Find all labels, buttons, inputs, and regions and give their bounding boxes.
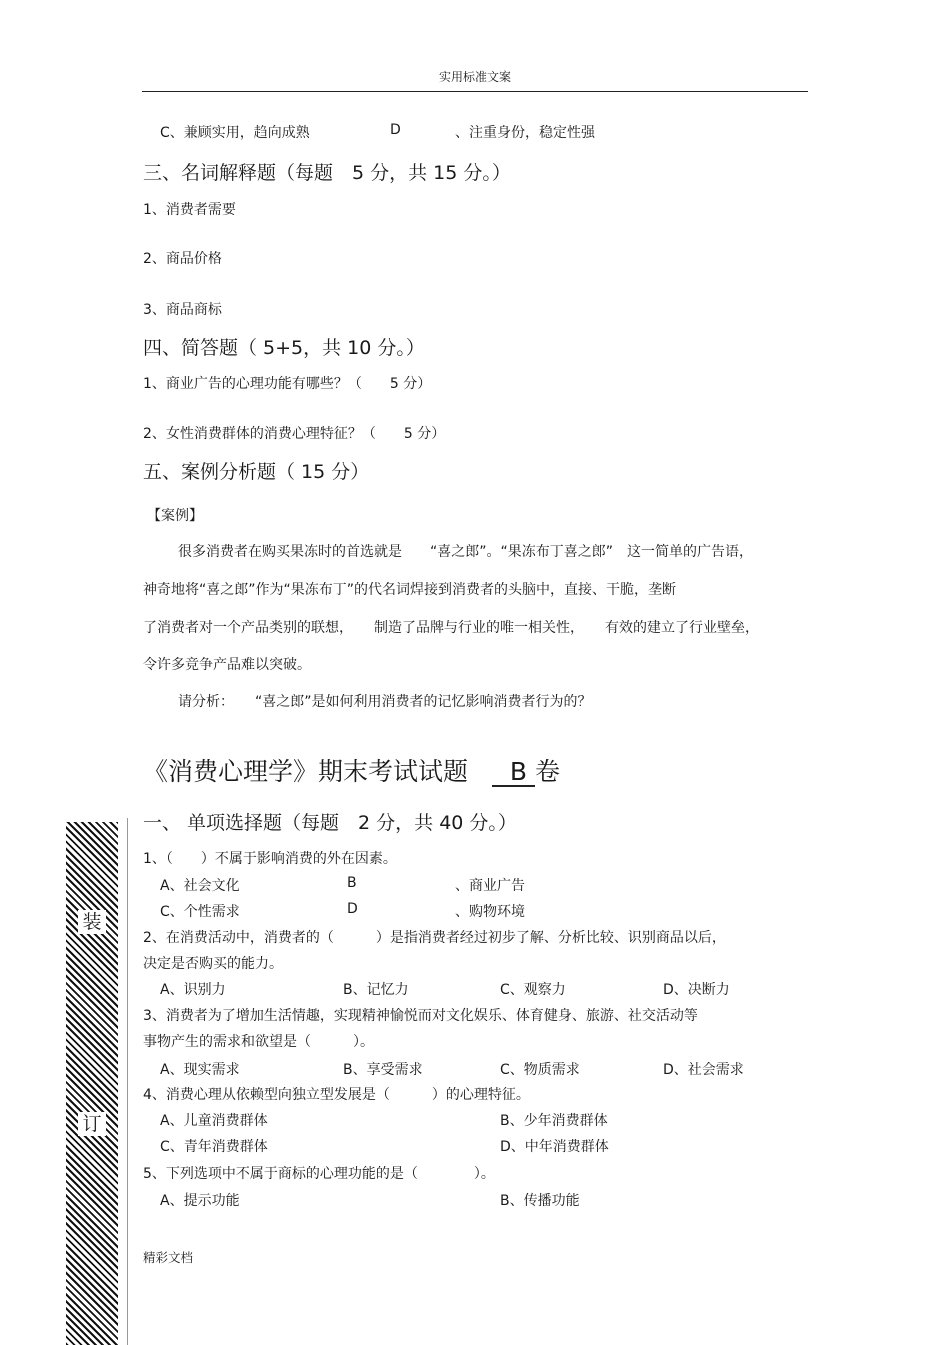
exam-title-suffix: 卷 [535, 757, 561, 786]
option: B、传播功能 [500, 1193, 580, 1209]
option: D、社会需求 [663, 1062, 744, 1078]
option: D、中年消费群体 [500, 1139, 609, 1155]
option: D、决断力 [663, 982, 730, 998]
option-letter: B [347, 875, 357, 891]
option: B、少年消费群体 [500, 1113, 608, 1129]
section3-item: 3、商品商标 [143, 302, 222, 318]
prev-option-d-letter: D [390, 122, 401, 138]
prev-option-c: C、兼顾实用，趋向成熟 [160, 125, 310, 141]
binding-char: 装 [78, 910, 106, 934]
option: C、观察力 [500, 982, 566, 998]
question-stem: 决定是否购买的能力。 [143, 956, 283, 972]
case-question: 请分析： “喜之郎”是如何利用消费者的记忆影响消费者行为的？ [178, 694, 592, 710]
exam-title-text: 《消费心理学》期末考试试题 [143, 757, 469, 786]
option: B、记忆力 [343, 982, 409, 998]
binding-char: 订 [78, 1112, 106, 1136]
option: B、享受需求 [343, 1062, 423, 1078]
prev-option-d-text: 、注重身份，稳定性强 [455, 125, 595, 141]
page-header: 实用标准文案 [438, 70, 511, 84]
option: A、社会文化 [160, 878, 240, 894]
question-stem: 3、消费者为了增加生活情趣，实现精神愉悦而对文化娱乐、体育健身、旅游、社交活动等 [143, 1008, 698, 1024]
option: A、儿童消费群体 [160, 1113, 268, 1129]
option: A、提示功能 [160, 1193, 240, 1209]
section5-heading: 五、案例分析题（ 15 分） [143, 461, 370, 483]
case-line: 神奇地将“喜之郎”作为“果冻布丁”的代名词焊接到消费者的头脑中，直接、干脆，垄断 [143, 582, 677, 598]
option: C、个性需求 [160, 904, 240, 920]
section4-item: 2、女性消费群体的消费心理特征？（ 5 分） [143, 426, 446, 442]
section3-item: 1、消费者需要 [143, 202, 236, 218]
option: 、购物环境 [455, 904, 525, 920]
section3-heading: 三、名词解释题（每题 5 分，共 15 分。） [143, 162, 511, 184]
option: C、青年消费群体 [160, 1139, 268, 1155]
option-letter: D [347, 901, 358, 917]
question-stem: 2、在消费活动中，消费者的（ ）是指消费者经过初步了解、分析比较、识别商品以后， [143, 930, 726, 946]
question-stem: 1、（ ）不属于影响消费的外在因素。 [143, 851, 397, 867]
question-stem: 4、消费心理从依赖型向独立型发展是（ ）的心理特征。 [143, 1087, 530, 1103]
section4-heading: 四、简答题（ 5+5，共 10 分。） [143, 337, 425, 359]
option: C、物质需求 [500, 1062, 580, 1078]
binding-hatch [66, 822, 118, 1345]
case-line: 了消费者对一个产品类别的联想， 制造了品牌与行业的唯一相关性， 有效的建立了行业壁垒， [143, 620, 759, 636]
exam-paper-letter: B [492, 759, 535, 787]
binding-line [127, 818, 128, 1345]
section1-heading: 一、 单项选择题（每题 2 分，共 40 分。） [143, 812, 517, 834]
section4-item: 1、商业广告的心理功能有哪些？（ 5 分） [143, 376, 432, 392]
exam-title [143, 752, 560, 788]
case-label: 【案例】 [147, 508, 203, 524]
section3-item: 2、商品价格 [143, 251, 222, 267]
option: A、识别力 [160, 982, 226, 998]
case-line: 很多消费者在购买果冻时的首选就是 “喜之郎”。“果冻布丁喜之郎” 这一简单的广告语， [178, 544, 754, 560]
question-stem: 5、下列选项中不属于商标的心理功能的是（ ）。 [143, 1166, 495, 1182]
question-stem: 事物产生的需求和欲望是（ ）。 [143, 1034, 374, 1050]
option: 、商业广告 [455, 878, 525, 894]
case-line: 令许多竞争产品难以突破。 [143, 657, 311, 673]
option: A、现实需求 [160, 1062, 240, 1078]
header-rule [142, 91, 808, 92]
page-footer: 精彩文档 [143, 1250, 194, 1265]
